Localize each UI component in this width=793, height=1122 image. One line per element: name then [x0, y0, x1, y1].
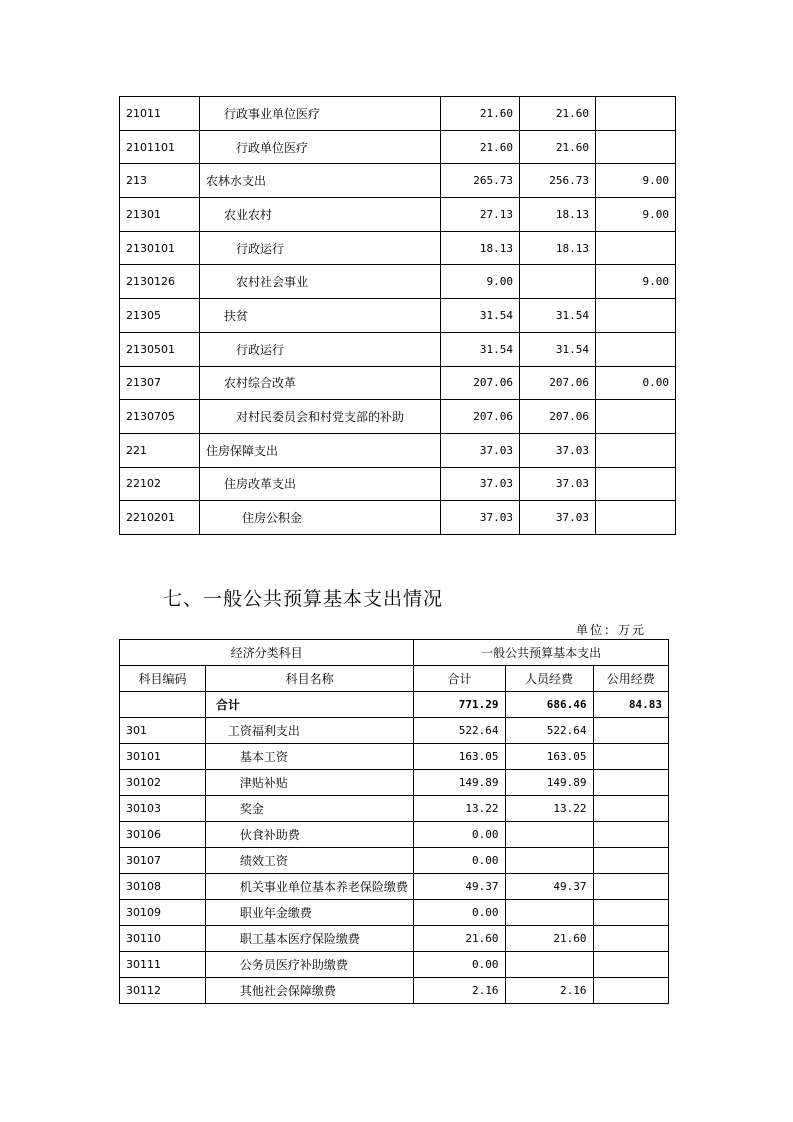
- row-total: 265.73: [441, 164, 520, 198]
- header-code: 科目编码: [120, 666, 206, 692]
- table-row: [120, 744, 669, 770]
- row-basic: [520, 265, 596, 299]
- row-name: 公务员医疗补助缴费: [205, 952, 413, 978]
- row-project: [596, 501, 676, 535]
- row-code: 301: [120, 718, 206, 744]
- row-project: [596, 400, 676, 434]
- table-row: [120, 926, 669, 952]
- row-total: 207.06: [441, 400, 520, 434]
- row-total: 0.00: [414, 952, 505, 978]
- header-basic-expenditure: 一般公共预算基本支出: [414, 640, 669, 666]
- table-row: [120, 164, 676, 198]
- row-basic: 21.60: [520, 97, 596, 131]
- row-project: [596, 130, 676, 164]
- total-row: [120, 692, 669, 718]
- table-row: [120, 433, 676, 467]
- row-name: 住房公积金: [200, 501, 441, 535]
- row-code: 221: [120, 433, 200, 467]
- row-total: 13.22: [414, 796, 505, 822]
- row-code: 22102: [120, 467, 200, 501]
- row-total: 37.03: [441, 433, 520, 467]
- row-code: 2130126: [120, 265, 200, 299]
- row-name: 基本工资: [205, 744, 413, 770]
- row-public: [593, 744, 669, 770]
- row-project: 9.00: [596, 164, 676, 198]
- row-code: 30107: [120, 848, 206, 874]
- row-project: 9.00: [596, 265, 676, 299]
- row-name: 工资福利支出: [205, 718, 413, 744]
- table-row: [120, 874, 669, 900]
- row-project: 9.00: [596, 198, 676, 232]
- row-basic: 207.06: [520, 400, 596, 434]
- total-row-public: 84.83: [593, 692, 669, 718]
- row-basic: 18.13: [520, 198, 596, 232]
- row-total: 0.00: [414, 848, 505, 874]
- header-total: 合计: [414, 666, 505, 692]
- row-personnel: 49.37: [505, 874, 593, 900]
- table-row: [120, 231, 676, 265]
- row-public: [593, 874, 669, 900]
- row-name: 职业年金缴费: [205, 900, 413, 926]
- row-name: 行政事业单位医疗: [200, 97, 441, 131]
- row-personnel: [505, 848, 593, 874]
- row-name: 住房保障支出: [200, 433, 441, 467]
- row-code: 30109: [120, 900, 206, 926]
- table-row: [120, 198, 676, 232]
- header-group-row: [120, 640, 669, 666]
- row-name: 绩效工资: [205, 848, 413, 874]
- row-name: 伙食补助费: [205, 822, 413, 848]
- row-basic: 31.54: [520, 299, 596, 333]
- row-name: 行政运行: [200, 332, 441, 366]
- row-code: 213: [120, 164, 200, 198]
- row-public: [593, 822, 669, 848]
- table-row: [120, 265, 676, 299]
- row-project: [596, 231, 676, 265]
- row-total: 21.60: [441, 130, 520, 164]
- row-public: [593, 770, 669, 796]
- row-total: 21.60: [414, 926, 505, 952]
- row-code: 21011: [120, 97, 200, 131]
- row-public: [593, 848, 669, 874]
- table-row: [120, 366, 676, 400]
- total-row-label: 合计: [205, 692, 413, 718]
- row-name: 农业农村: [200, 198, 441, 232]
- row-basic: 37.03: [520, 433, 596, 467]
- row-personnel: 522.64: [505, 718, 593, 744]
- row-basic: 37.03: [520, 467, 596, 501]
- row-total: 522.64: [414, 718, 505, 744]
- row-personnel: 13.22: [505, 796, 593, 822]
- header-name: 科目名称: [205, 666, 413, 692]
- row-basic: 18.13: [520, 231, 596, 265]
- row-public: [593, 718, 669, 744]
- table-row: [120, 900, 669, 926]
- table-row: [120, 718, 669, 744]
- row-code: 2101101: [120, 130, 200, 164]
- row-personnel: 163.05: [505, 744, 593, 770]
- row-code: 2130705: [120, 400, 200, 434]
- row-total: 21.60: [441, 97, 520, 131]
- total-row-code: [120, 692, 206, 718]
- row-name: 对村民委员会和村党支部的补助: [200, 400, 441, 434]
- row-name: 津贴补贴: [205, 770, 413, 796]
- row-basic: 31.54: [520, 332, 596, 366]
- row-code: 2210201: [120, 501, 200, 535]
- row-personnel: 21.60: [505, 926, 593, 952]
- row-total: 0.00: [414, 822, 505, 848]
- row-personnel: [505, 900, 593, 926]
- row-code: 21307: [120, 366, 200, 400]
- row-name: 奖金: [205, 796, 413, 822]
- row-code: 2130501: [120, 332, 200, 366]
- table-row: [120, 796, 669, 822]
- table-row: [120, 501, 676, 535]
- table-row: [120, 822, 669, 848]
- table-row: [120, 467, 676, 501]
- row-project: [596, 299, 676, 333]
- row-code: 30110: [120, 926, 206, 952]
- row-code: 30112: [120, 978, 206, 1004]
- row-project: [596, 97, 676, 131]
- table-row: [120, 332, 676, 366]
- row-total: 9.00: [441, 265, 520, 299]
- row-basic: 256.73: [520, 164, 596, 198]
- unit-label: 单位：万元: [576, 623, 647, 637]
- row-code: 30111: [120, 952, 206, 978]
- row-basic: 37.03: [520, 501, 596, 535]
- row-name: 其他社会保障缴费: [205, 978, 413, 1004]
- row-code: 30101: [120, 744, 206, 770]
- row-name: 扶贫: [200, 299, 441, 333]
- row-total: 2.16: [414, 978, 505, 1004]
- function-expenditure-table: [119, 96, 676, 535]
- row-public: [593, 952, 669, 978]
- row-project: [596, 332, 676, 366]
- table-row: [120, 952, 669, 978]
- basic-expenditure-table: [119, 639, 669, 1004]
- row-total: 149.89: [414, 770, 505, 796]
- row-project: 0.00: [596, 366, 676, 400]
- row-total: 37.03: [441, 501, 520, 535]
- row-name: 农村综合改革: [200, 366, 441, 400]
- header-economic-class: 经济分类科目: [120, 640, 414, 666]
- row-name: 农村社会事业: [200, 265, 441, 299]
- row-basic: 21.60: [520, 130, 596, 164]
- row-total: 0.00: [414, 900, 505, 926]
- header-column-row: [120, 666, 669, 692]
- row-total: 27.13: [441, 198, 520, 232]
- row-code: 21301: [120, 198, 200, 232]
- row-personnel: 2.16: [505, 978, 593, 1004]
- row-project: [596, 433, 676, 467]
- row-total: 207.06: [441, 366, 520, 400]
- total-row-total: 771.29: [414, 692, 505, 718]
- basic-expenditure-table-body: [120, 718, 669, 1004]
- row-basic: 207.06: [520, 366, 596, 400]
- row-total: 18.13: [441, 231, 520, 265]
- table-row: [120, 978, 669, 1004]
- row-code: 30108: [120, 874, 206, 900]
- row-public: [593, 900, 669, 926]
- table-row: [120, 299, 676, 333]
- table-row: [120, 848, 669, 874]
- section-title: 七、一般公共预算基本支出情况: [163, 588, 444, 610]
- row-name: 职工基本医疗保险缴费: [205, 926, 413, 952]
- row-total: 31.54: [441, 332, 520, 366]
- row-code: 2130101: [120, 231, 200, 265]
- row-name: 行政运行: [200, 231, 441, 265]
- row-personnel: 149.89: [505, 770, 593, 796]
- header-personnel: 人员经费: [505, 666, 593, 692]
- row-name: 住房改革支出: [200, 467, 441, 501]
- row-personnel: [505, 952, 593, 978]
- row-public: [593, 926, 669, 952]
- table-row: [120, 130, 676, 164]
- row-total: 37.03: [441, 467, 520, 501]
- row-name: 农林水支出: [200, 164, 441, 198]
- table-row: [120, 97, 676, 131]
- function-expenditure-table-body: [120, 97, 676, 535]
- table-row: [120, 400, 676, 434]
- header-public: 公用经费: [593, 666, 669, 692]
- row-name: 机关事业单位基本养老保险缴费: [205, 874, 413, 900]
- row-total: 163.05: [414, 744, 505, 770]
- row-name: 行政单位医疗: [200, 130, 441, 164]
- row-total: 31.54: [441, 299, 520, 333]
- table-row: [120, 770, 669, 796]
- row-project: [596, 467, 676, 501]
- row-code: 30103: [120, 796, 206, 822]
- row-code: 30106: [120, 822, 206, 848]
- row-public: [593, 978, 669, 1004]
- total-row-personnel: 686.46: [505, 692, 593, 718]
- row-total: 49.37: [414, 874, 505, 900]
- row-public: [593, 796, 669, 822]
- row-code: 30102: [120, 770, 206, 796]
- row-personnel: [505, 822, 593, 848]
- row-code: 21305: [120, 299, 200, 333]
